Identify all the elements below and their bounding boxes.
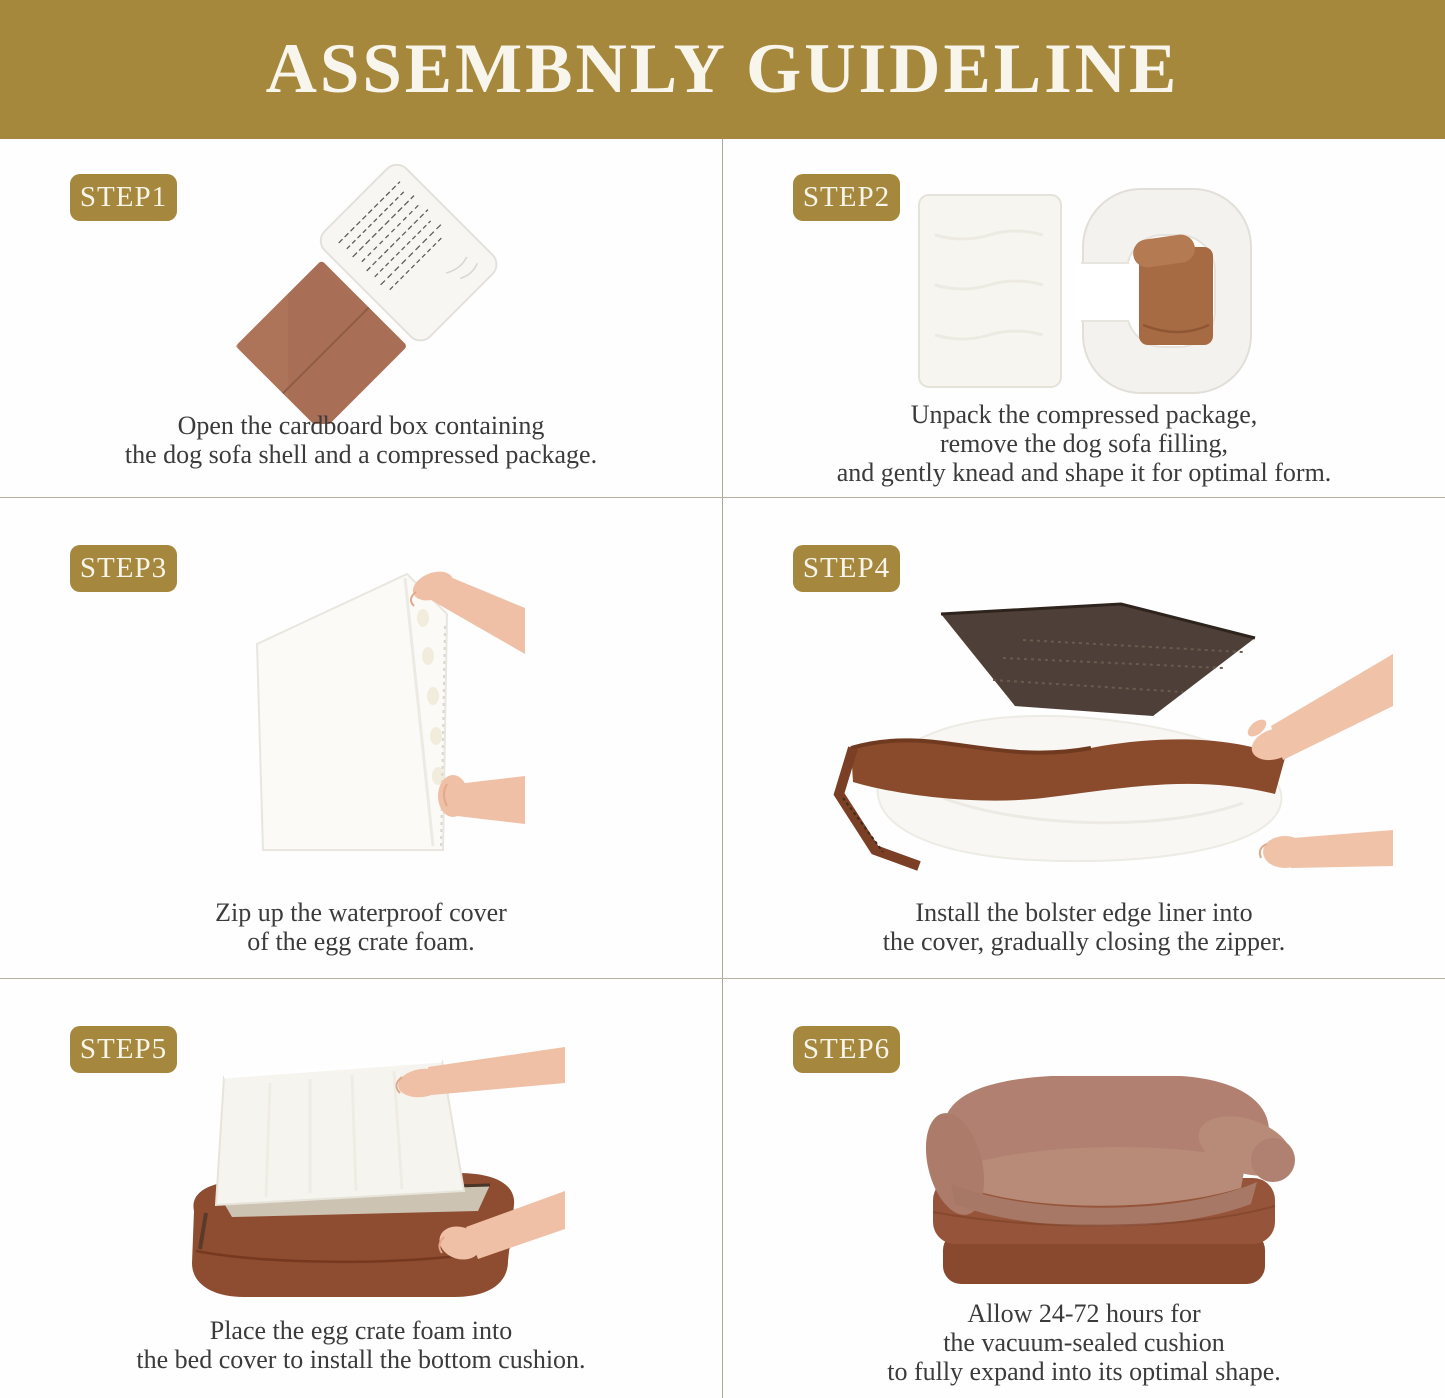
step1-badge: STEP1 (70, 174, 177, 221)
caption-line: Allow 24-72 hours for (967, 1299, 1201, 1328)
step5-badge: STEP5 (70, 1026, 177, 1073)
step6-caption (723, 1299, 1445, 1386)
step2-illustration-svg (913, 185, 1258, 397)
caption-line: and gently knead and shape it for optimal form. (836, 458, 1332, 487)
step5-section (0, 979, 722, 1398)
caption-line: remove the dog sofa filling, (939, 429, 1229, 458)
step4-illustration-svg (823, 596, 1393, 894)
header-banner (0, 0, 1445, 139)
caption-line: of the egg crate foam. (247, 927, 475, 956)
step3-section (0, 498, 722, 978)
caption-line: the vacuum-sealed cushion (943, 1328, 1225, 1357)
waterproof-cover (257, 574, 447, 850)
step6-illustration-svg (891, 1034, 1316, 1302)
step5-illustration-svg (160, 1041, 565, 1311)
step1-section (0, 139, 722, 497)
step6-section (723, 979, 1445, 1398)
step1-illustration (205, 149, 515, 424)
step4-badge: STEP4 (793, 545, 900, 592)
step5-illustration (160, 1041, 565, 1311)
step4-caption (723, 898, 1445, 956)
mini-sofa-filling (1131, 233, 1213, 345)
step4-section (723, 498, 1445, 978)
caption-line: Open the cardboard box containing (177, 411, 545, 440)
step3-badge: STEP3 (70, 545, 177, 592)
step3-illustration (195, 556, 525, 858)
step3-caption (0, 898, 722, 956)
caption-line: the bed cover to install the bottom cushion. (136, 1345, 586, 1374)
step1-illustration-svg (205, 149, 515, 424)
caption-line: to fully expand into its optimal shape. (887, 1357, 1281, 1386)
caption-line: Unpack the compressed package, (910, 400, 1258, 429)
step6-badge: STEP6 (793, 1026, 900, 1073)
step2-illustration (913, 185, 1258, 397)
step2-section (723, 139, 1445, 497)
step2-badge: STEP2 (793, 174, 900, 221)
caption-line: the cover, gradually closing the zipper. (882, 927, 1286, 956)
caption-line: the dog sofa shell and a compressed package. (124, 440, 598, 469)
mesh-flap (941, 604, 1255, 716)
page-title: ASSEMBNLY GUIDELINE (265, 30, 1180, 108)
step5-caption (0, 1316, 722, 1374)
step6-illustration (891, 1034, 1316, 1302)
foam-pad (919, 195, 1061, 387)
step2-caption (723, 400, 1445, 487)
step3-illustration-svg (195, 556, 525, 858)
step1-caption (0, 411, 722, 469)
step4-illustration (823, 596, 1393, 894)
caption-line: Place the egg crate foam into (209, 1316, 513, 1345)
caption-line: Install the bolster edge liner into (915, 898, 1253, 927)
caption-line: Zip up the waterproof cover (215, 898, 507, 927)
